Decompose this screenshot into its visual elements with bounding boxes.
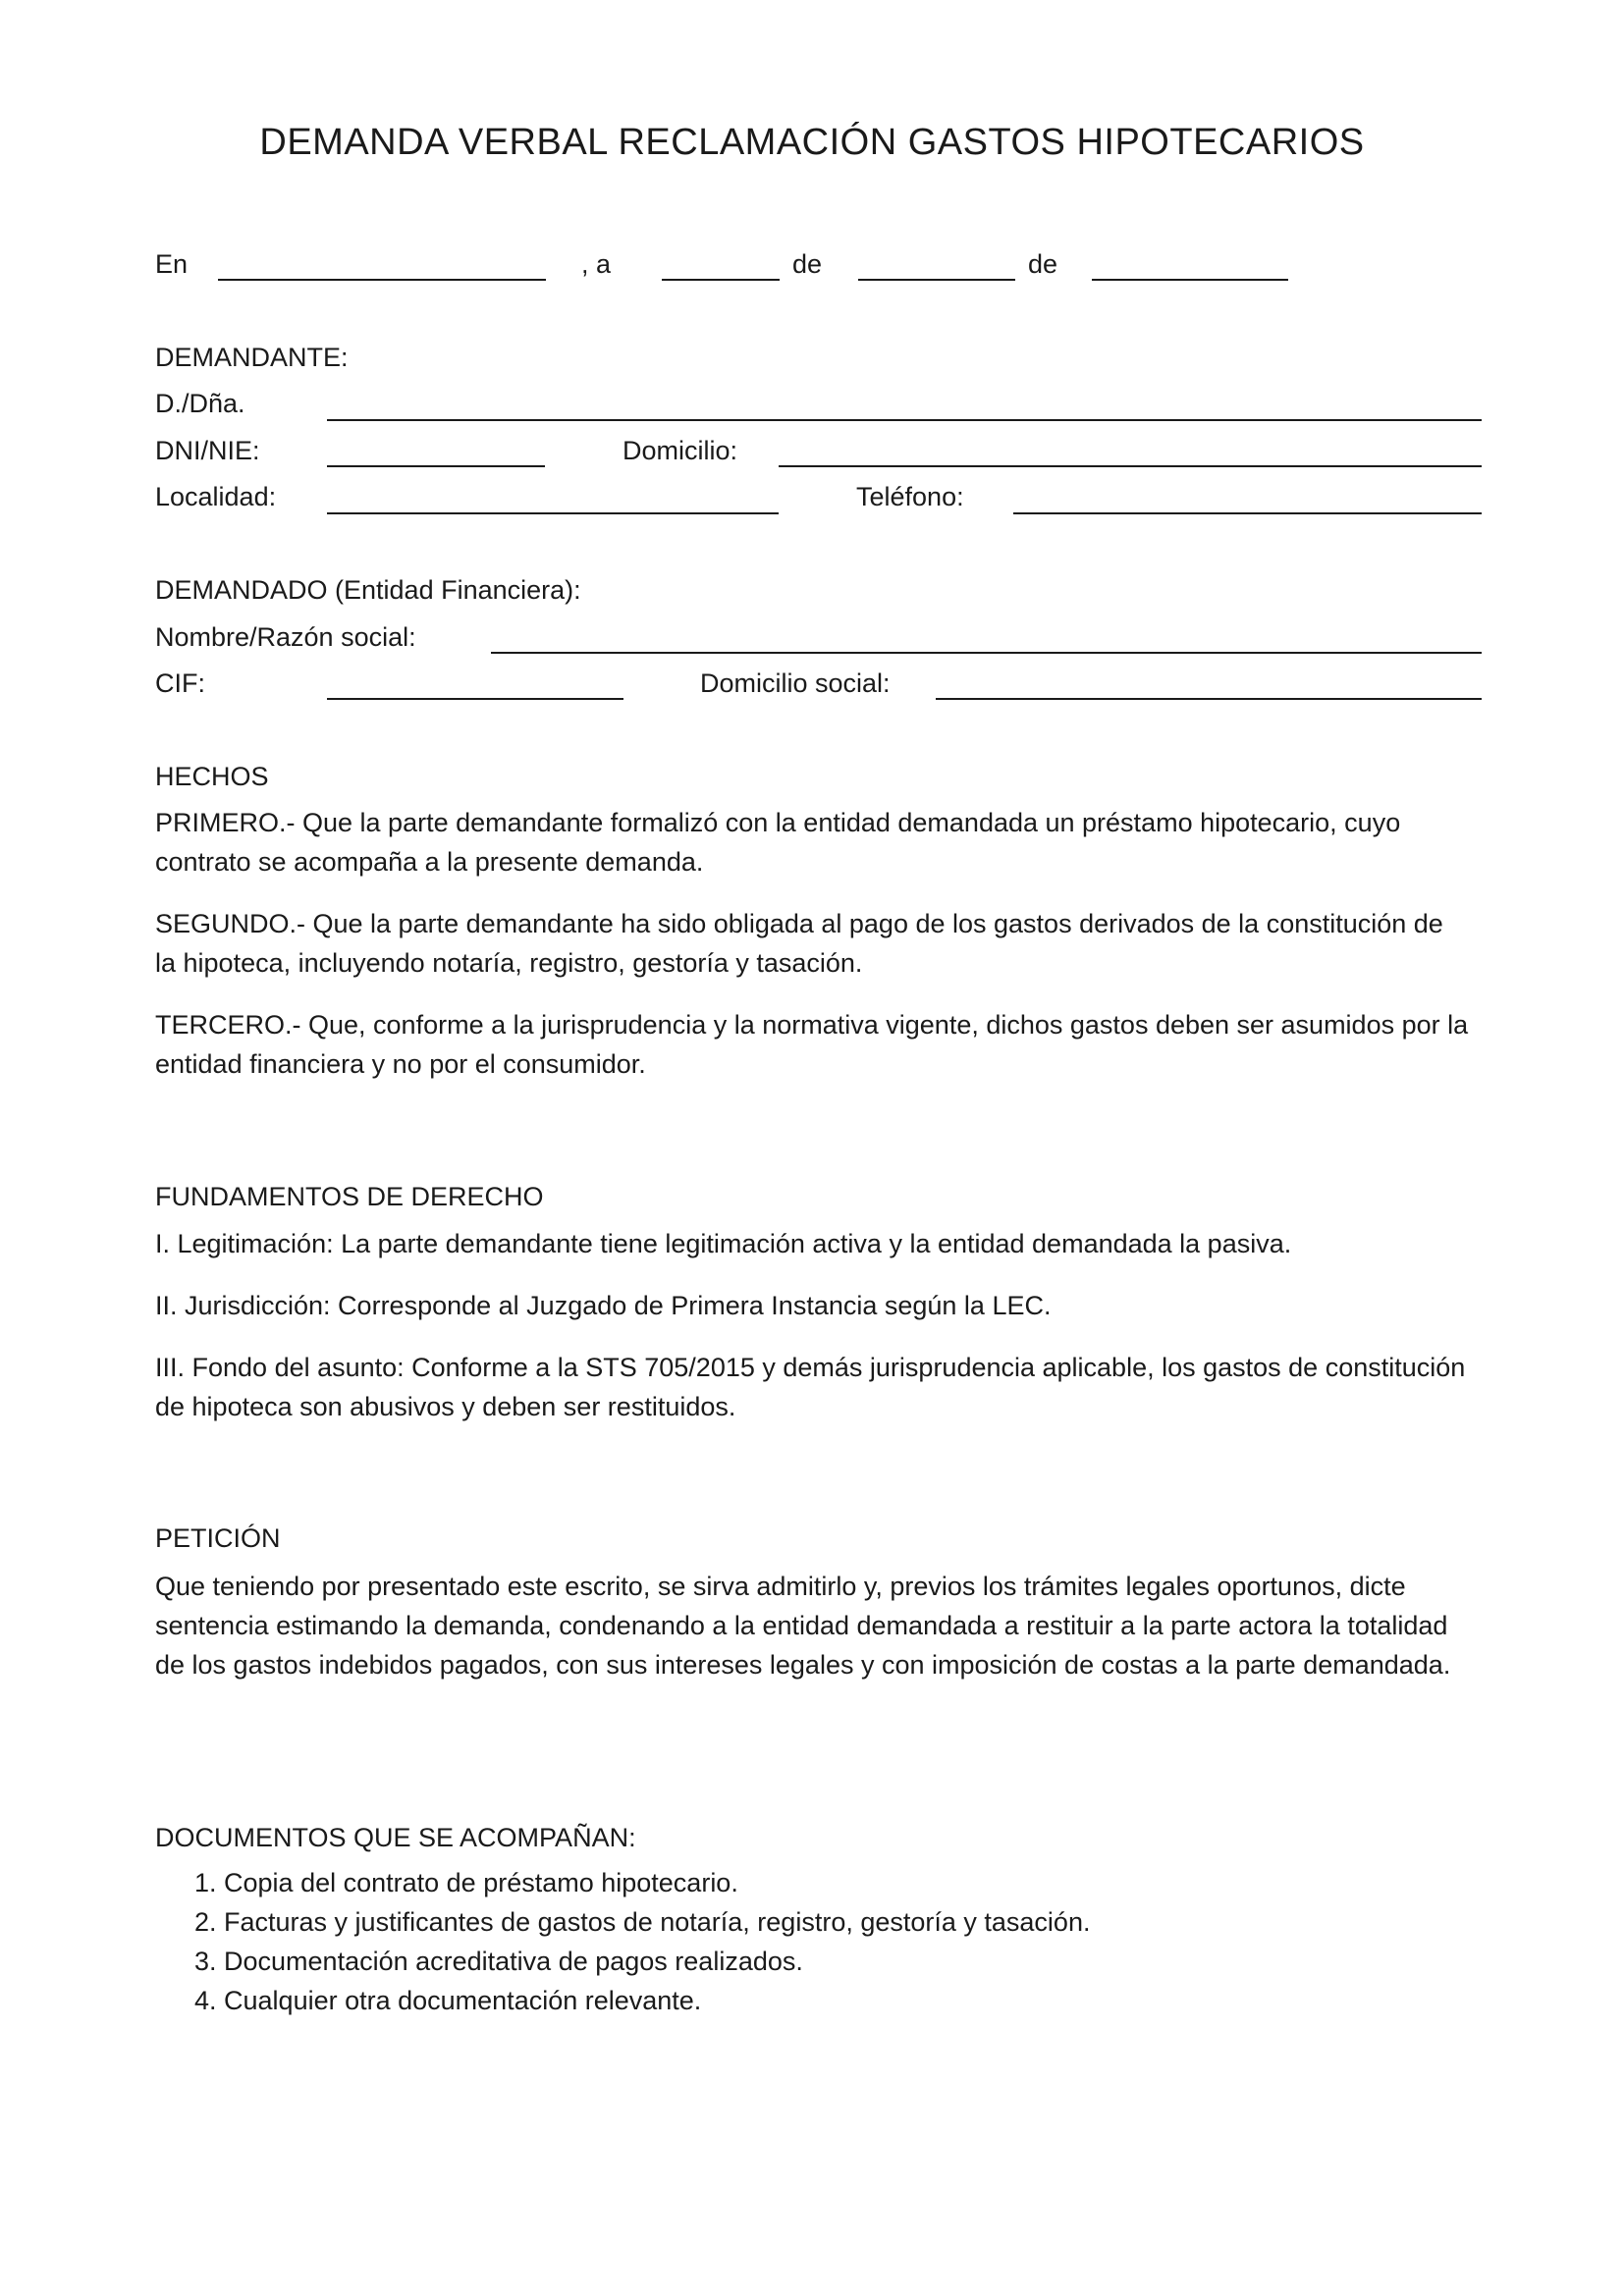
fundamentos-jurisdiccion: II. Jurisdicción: Corresponde al Juzgado de Primera Instancia según la LEC. — [155, 1291, 1052, 1320]
demandado-cif-label: CIF: — [155, 668, 205, 698]
peticion-heading: PETICIÓN — [155, 1523, 281, 1553]
documentos-item-1: 1. Copia del contrato de préstamo hipotecario. — [194, 1868, 738, 1897]
hechos-primero: PRIMERO.- Que la parte demandante formalizó con la entidad demandada un préstamo hipotecario, cuyo contrato se acompaña a la presente demanda. — [155, 808, 1401, 877]
demandante-domicilio-field[interactable] — [779, 465, 1482, 467]
demandante-domicilio-label: Domicilio: — [623, 436, 738, 465]
demandante-dni-label: DNI/NIE: — [155, 436, 260, 465]
date-year-field[interactable] — [1092, 279, 1288, 281]
demandante-nombre-field[interactable] — [327, 419, 1482, 421]
demandado-razon-label: Nombre/Razón social: — [155, 622, 416, 652]
document-title: DEMANDA VERBAL RECLAMACIÓN GASTOS HIPOTECARIOS — [259, 122, 1365, 163]
hechos-segundo: SEGUNDO.- Que la parte demandante ha sido obligada al pago de los gastos derivados de la constitución de la hipoteca, incluyendo notaría, registro, gestoría y tasación. — [155, 909, 1443, 978]
demandado-heading: DEMANDADO (Entidad Financiera): — [155, 575, 581, 605]
date-month-field[interactable] — [858, 279, 1015, 281]
date-a-label: , a — [581, 249, 612, 279]
date-en-label: En — [155, 249, 189, 279]
demandante-localidad-field[interactable] — [327, 512, 779, 514]
demandado-domicilio-social-field[interactable] — [936, 698, 1482, 700]
documentos-item-2: 2. Facturas y justificantes de gastos de notaría, registro, gestoría y tasación. — [194, 1907, 1091, 1937]
date-de1-label: de — [792, 249, 823, 279]
date-day-field[interactable] — [662, 279, 780, 281]
demandante-nombre-label: D./Dña. — [155, 389, 245, 418]
hechos-heading: HECHOS — [155, 762, 269, 791]
demandado-domicilio-social-label: Domicilio social: — [700, 668, 891, 698]
demandante-localidad-label: Localidad: — [155, 482, 277, 511]
demandante-telefono-field[interactable] — [1013, 512, 1482, 514]
date-place-field[interactable] — [218, 279, 546, 281]
peticion-text: Que teniendo por presentado este escrito, se sirva admitirlo y, previos los trámites legales oportunos, dicte sentencia estimando la demanda, condenando a la entidad demandada a restituir a la parte actora la totalidad de los gastos indebidos pagados, con sus intereses legales y con imposición de costas a la parte demandada. — [155, 1572, 1451, 1680]
documentos-item-3: 3. Documentación acreditativa de pagos realizados. — [194, 1947, 803, 1976]
fundamentos-legitimacion: I. Legitimación: La parte demandante tiene legitimación activa y la entidad demandada la pasiva. — [155, 1229, 1292, 1258]
demandado-razon-field[interactable] — [491, 652, 1482, 654]
fundamentos-heading: FUNDAMENTOS DE DERECHO — [155, 1182, 544, 1211]
fundamentos-fondo: III. Fondo del asunto: Conforme a la STS 705/2015 y demás jurisprudencia aplicable, los gastos de constitución de hipoteca son abusivos y deben ser restituidos. — [155, 1353, 1466, 1421]
demandante-heading: DEMANDANTE: — [155, 343, 349, 372]
documentos-item-4: 4. Cualquier otra documentación relevante. — [194, 1986, 702, 2015]
hechos-tercero: TERCERO.- Que, conforme a la jurisprudencia y la normativa vigente, dichos gastos deben ser asumidos por la entidad financiera y no por el consumidor. — [155, 1010, 1469, 1079]
demandante-telefono-label: Teléfono: — [856, 482, 964, 511]
documentos-heading: DOCUMENTOS QUE SE ACOMPAÑAN: — [155, 1823, 636, 1852]
demandado-cif-field[interactable] — [327, 698, 623, 700]
demandante-dni-field[interactable] — [327, 465, 545, 467]
date-de2-label: de — [1028, 249, 1058, 279]
